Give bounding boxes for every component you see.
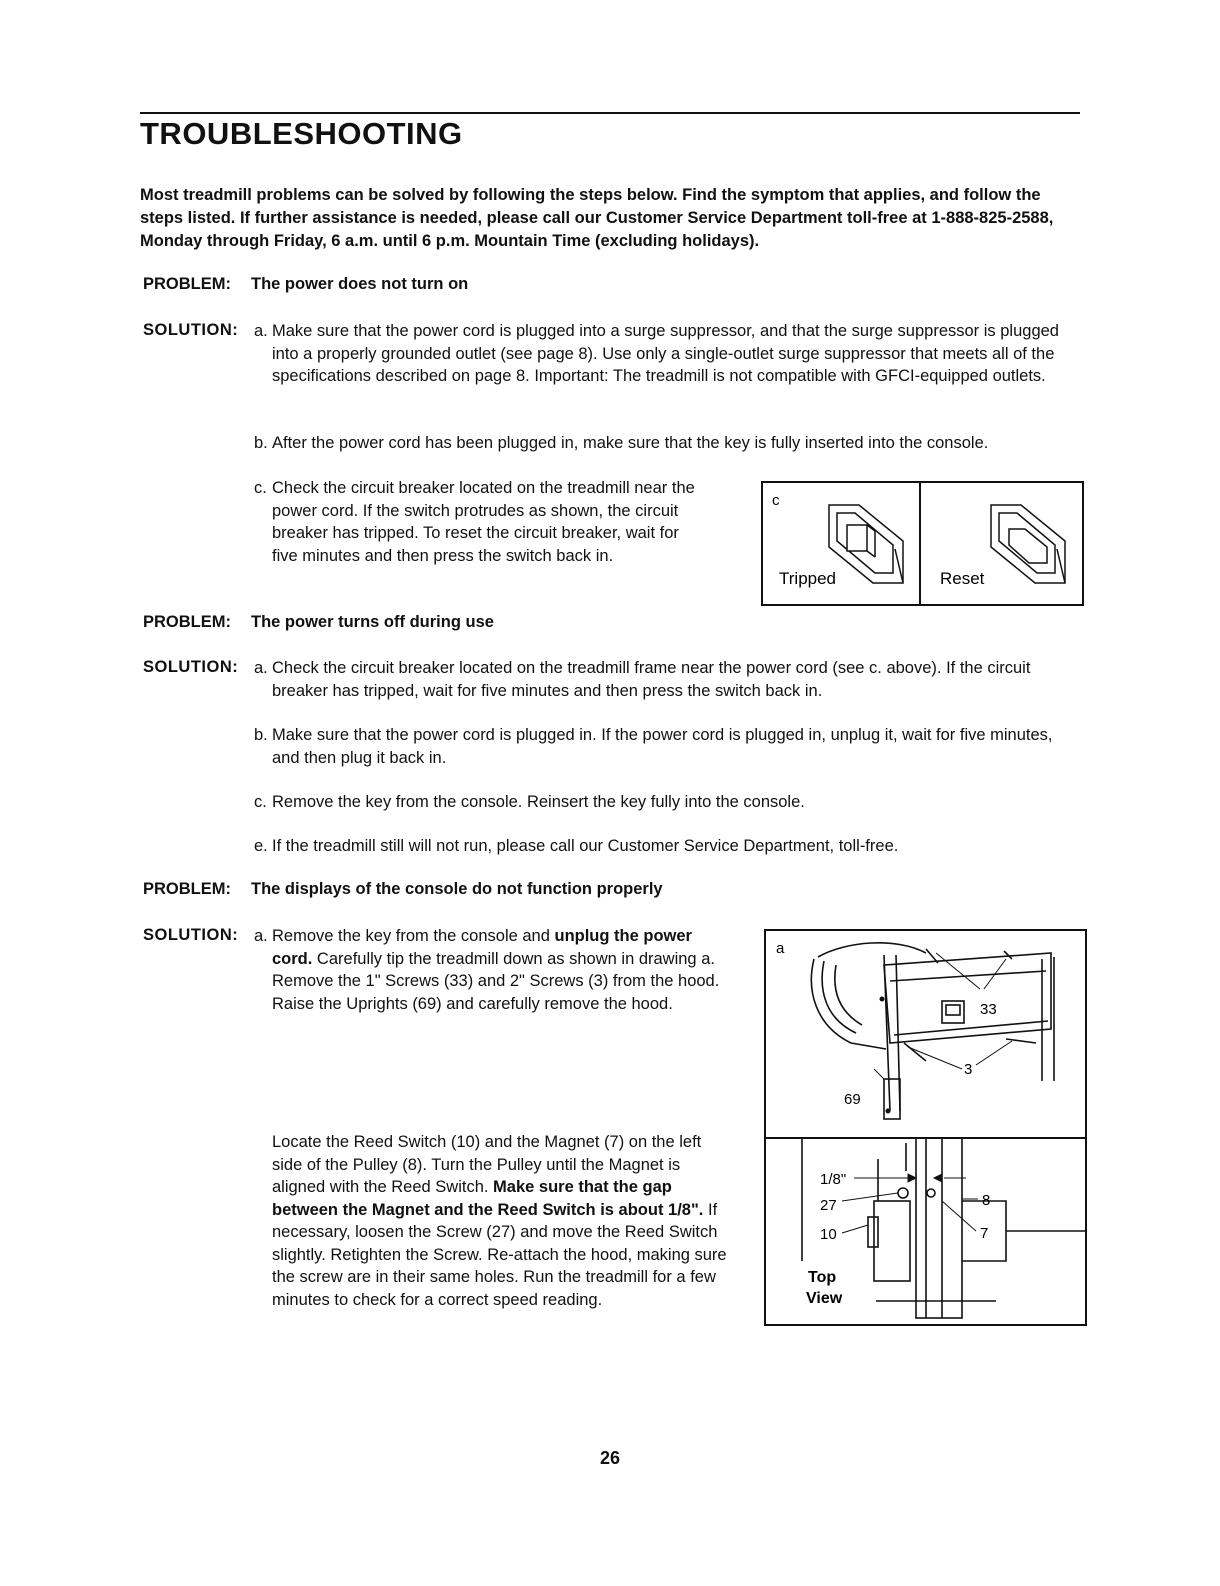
- reed-switch-10-label: 10: [820, 1226, 837, 1243]
- tripped-breaker-icon: [829, 505, 903, 583]
- step-text-part: Carefully tip the treadmill down as shown in drawing a. Remove the 1" Screws (33) and 2" Screws (3) from the hood. Raise the Uprights (69) and carefully remove the hood.: [272, 949, 720, 1013]
- solution-3-label: SOLUTION:: [143, 926, 239, 944]
- page-number: 26: [599, 1448, 621, 1468]
- problem-2-step-a: [254, 657, 1084, 702]
- magnet-7-label: 7: [980, 1225, 989, 1242]
- step-text: If the treadmill still will not run, please call our Customer Service Department, toll-free.: [272, 837, 899, 855]
- title-rule: [140, 112, 1080, 114]
- hood-removal-drawing: [766, 931, 1085, 1324]
- step-marker: a.: [254, 927, 268, 945]
- step-text: Check the circuit breaker located on the treadmill near the power cord. If the switch protrudes as shown, the circuit breaker has tripped. To reset the circuit breaker, wait for five minutes and then press the switch back in.: [272, 479, 695, 565]
- step-marker: a.: [254, 322, 268, 340]
- reset-label: Reset: [940, 569, 985, 588]
- problem-1-heading: [143, 275, 468, 294]
- problem-3-heading: [143, 880, 663, 899]
- circuit-breaker-drawing: [763, 483, 1082, 604]
- step-text-part: Remove the key from the console and: [272, 927, 555, 945]
- top-view-label-1: Top: [808, 1269, 837, 1286]
- pulley-8-label: 8: [982, 1192, 991, 1209]
- step-text-part: If necessary, loosen the Screw (27) and move the Reed Switch slightly. Retighten the Screw. Re-attach the hood, making sure the screw are in their same holes. Run the treadmill for a few minutes to check for a correct speed reading.: [272, 1200, 727, 1309]
- problem-2-title: The power turns off during use: [251, 613, 494, 631]
- problem-label: PROBLEM:: [143, 880, 231, 898]
- screw-dot: [880, 997, 885, 1002]
- problem-3-title: The displays of the console do not function properly: [251, 880, 663, 898]
- problem-1-title: The power does not turn on: [251, 275, 469, 293]
- problem-2-step-e: [254, 835, 1084, 858]
- step-text-part: Locate the Reed Switch (10) and the Magnet (7) on the left side of the Pulley (8). Turn the Pulley until the Magnet is aligned with the Reed Switch.: [272, 1133, 702, 1196]
- step-text-emphasis: unplug the power cord.: [272, 927, 692, 968]
- step-text: Remove the key from the console. Reinsert the key fully into the console.: [272, 793, 805, 811]
- step-text: Make sure that the power cord is plugged into a surge suppressor, and that the surge suppressor is plugged into a properly grounded outlet (see page 8). Use only a single-outlet surge suppressor that meets all of the specifications described on page 8. Important: The treadmill is not compatible with GFCI-equipped outlets.: [272, 322, 1059, 385]
- problem-1-step-b: [254, 432, 1084, 455]
- problem-2-step-b: [254, 724, 1084, 769]
- problem-1-step-a: [254, 320, 1084, 388]
- callout-33: 33: [980, 1001, 997, 1018]
- tripped-label: Tripped: [779, 569, 837, 588]
- intro-paragraph: Most treadmill problems can be solved by following the steps below. Find the symptom that applies, and follow the steps listed. If further assistance is needed, please call our Customer Service Department toll-free at 1-888-825-2588, Monday through Friday, 6 a.m. until 6 p.m. Mountain Time (excluding holidays).: [140, 186, 1054, 250]
- step-marker: b.: [254, 434, 268, 452]
- reed-switch-top-view-icon: [802, 1138, 1085, 1318]
- callout-3: 3: [964, 1061, 973, 1078]
- problem-3-step-a: [254, 925, 734, 1015]
- page-title: TROUBLESHOOTING: [140, 116, 463, 151]
- step-text: Check the circuit breaker located on the treadmill frame near the power cord (see c. above). If the circuit breaker has tripped, wait for five minutes and then press the switch back in.: [272, 659, 1031, 700]
- screw-27-label: 27: [820, 1197, 837, 1214]
- gap-label: 1/8": [820, 1171, 847, 1188]
- step-marker: a.: [254, 659, 268, 677]
- figure-circuit-breaker: [761, 481, 1084, 606]
- step-text: [254, 925, 734, 1015]
- step-text-emphasis: Make sure that the gap between the Magnet and the Reed Switch is about 1/8".: [272, 1178, 704, 1219]
- reset-breaker-icon: [991, 505, 1065, 583]
- figure-a-letter: a: [776, 940, 785, 957]
- figure-hood-removal: [764, 929, 1087, 1326]
- solution-1-label: SOLUTION:: [143, 321, 239, 339]
- problem-3-step-a-continued: [272, 1131, 734, 1311]
- figure-c-letter: c: [772, 492, 780, 509]
- solution-2-label: SOLUTION:: [143, 658, 239, 676]
- problem-2-step-c: [254, 791, 1084, 814]
- step-text: After the power cord has been plugged in, make sure that the key is fully inserted into the console.: [272, 434, 989, 452]
- step-marker: e.: [254, 837, 268, 855]
- problem-label: PROBLEM:: [143, 275, 231, 293]
- screw-dot: [886, 1109, 891, 1114]
- step-marker: c.: [254, 793, 267, 811]
- step-text: Make sure that the power cord is plugged in. If the power cord is plugged in, unplug it, wait for five minutes, and then plug it back in.: [272, 726, 1053, 767]
- callout-69: 69: [844, 1091, 861, 1108]
- problem-2-heading: [143, 613, 494, 632]
- top-view-label-2: View: [806, 1290, 843, 1307]
- step-marker: b.: [254, 726, 268, 744]
- problem-label: PROBLEM:: [143, 613, 231, 631]
- step-marker: c.: [254, 479, 267, 497]
- problem-1-step-c: [254, 477, 704, 567]
